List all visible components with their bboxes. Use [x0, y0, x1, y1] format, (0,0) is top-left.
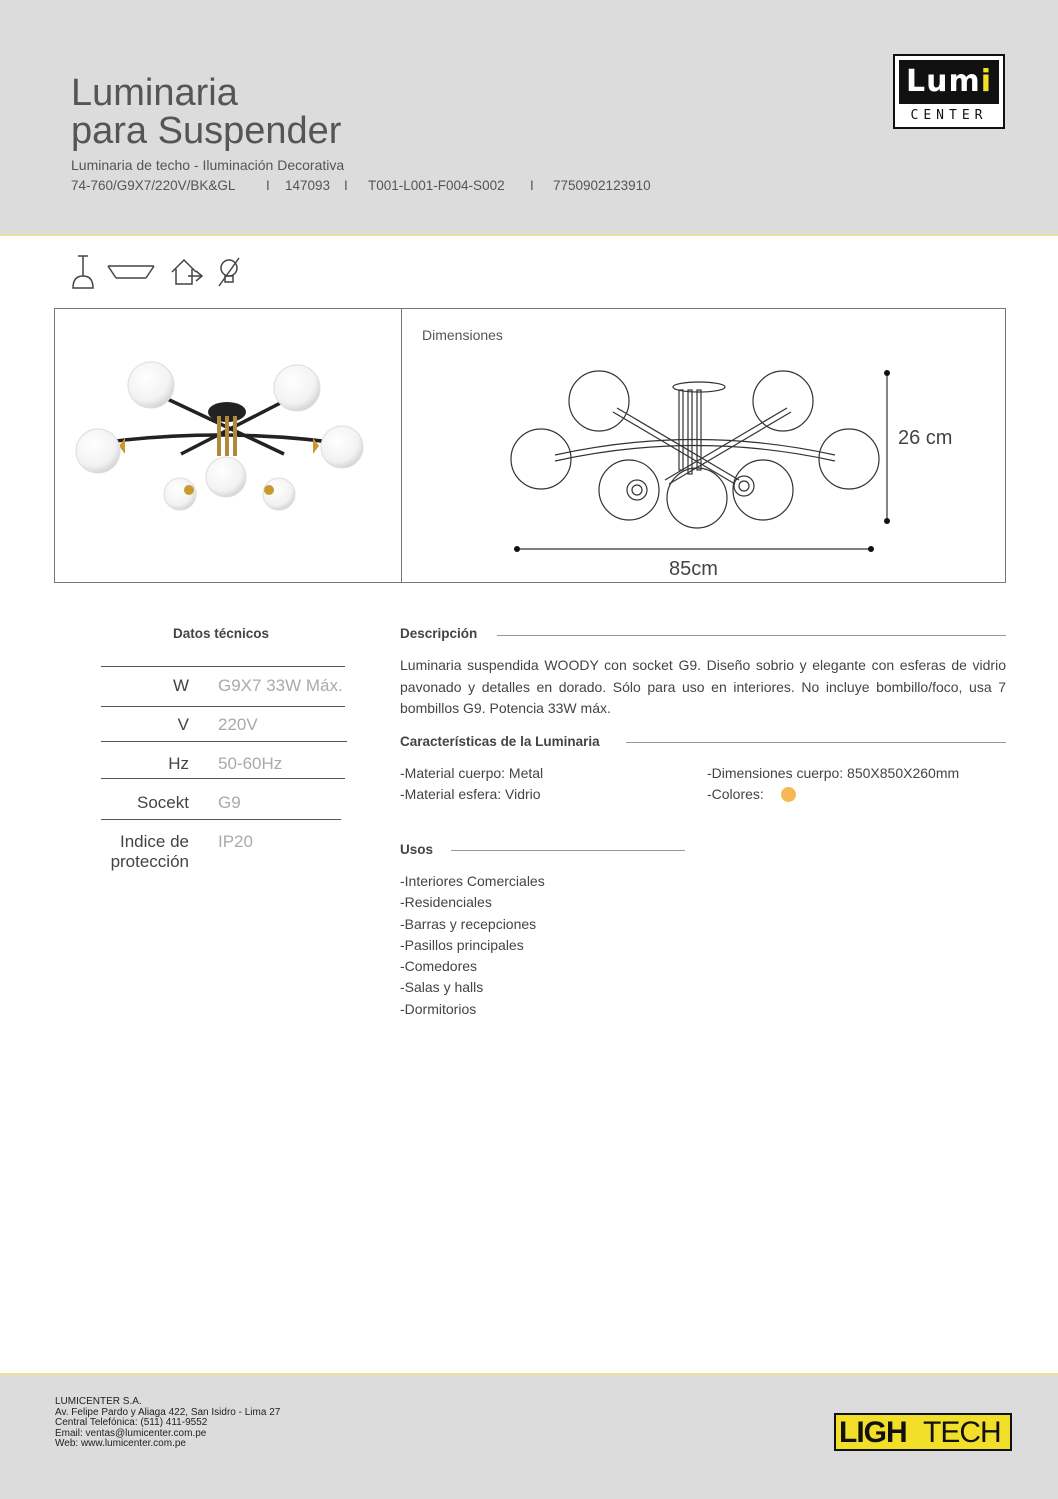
description-text: Luminaria suspendida WOODY con socket G9. Diseño sobrio y elegante con esferas de vidrio pavonado y detalles en dorado. Sólo para uso en interiores. No incluye bombillo/foco, usa 7 bombillos G9. Potencia 33W máx.: [400, 657, 1006, 716]
code-ref: T001-L001-F004-S002: [368, 178, 505, 193]
indoor-home-icon: [168, 254, 204, 290]
height-dimension-line: [880, 367, 894, 527]
description-title: Descripción: [400, 626, 478, 641]
list-item: -Barras y recepciones: [400, 915, 537, 932]
height-value: 26 cm: [898, 427, 953, 449]
code-separator: I: [530, 178, 534, 193]
lightech-logo-left: LIGH: [839, 1416, 907, 1449]
list-item: -Salas y halls: [400, 979, 484, 996]
spec-value: 50-60Hz: [218, 754, 283, 773]
pendant-lamp-icon: [70, 254, 96, 290]
spec-key: Socekt: [137, 793, 189, 812]
spec-divider: [101, 666, 345, 667]
width-value: 85cm: [669, 558, 718, 580]
company-info: [55, 1397, 280, 1450]
code-separator: I: [344, 178, 348, 193]
title-line-1: Luminaria: [71, 72, 238, 114]
spec-value: IP20: [218, 832, 253, 851]
feature-dimensions: -Dimensiones cuerpo: 850X850X260mm: [707, 765, 960, 781]
spec-divider: [101, 778, 345, 779]
uses-title: Usos: [400, 842, 434, 857]
list-item: -Interiores Comerciales: [400, 873, 545, 889]
width-dimension-line: [511, 542, 877, 556]
header: [0, 0, 1058, 236]
features-title: Características de la Luminaria: [400, 734, 600, 749]
uses-list: [400, 871, 545, 1020]
uses-title-rule: [451, 850, 685, 851]
spec-divider: [101, 819, 341, 820]
title-line-2: para Suspender: [71, 110, 342, 152]
tech-data-title: Datos técnicos: [173, 626, 270, 641]
feature-material-sphere: -Material esfera: Vidrio: [400, 786, 541, 802]
colors-label: -Colores:: [707, 786, 764, 802]
frame-divider: [401, 309, 402, 582]
spec-divider: [101, 706, 345, 707]
color-swatch: [781, 787, 796, 802]
spec-key: V: [177, 715, 189, 734]
spec-key: W: [172, 676, 189, 695]
list-item: -Pasillos principales: [400, 936, 524, 953]
feature-colors: [707, 786, 796, 802]
product-photo: [69, 354, 369, 524]
code-model: 74-760/G9X7/220V/BK&GL: [71, 178, 236, 193]
feature-material-body: -Material cuerpo: Metal: [400, 765, 544, 781]
code-separator: I: [266, 178, 270, 193]
lumicenter-logo: [893, 54, 1005, 129]
company-name: LUMICENTER S.A.: [55, 1396, 142, 1407]
features-title-rule: [626, 742, 1006, 743]
spec-value: 220V: [218, 715, 258, 734]
dimension-drawing: [505, 364, 885, 554]
code-id: 147093: [285, 178, 331, 193]
no-dimmable-icon: [216, 254, 242, 290]
company-phone: Central Telefónica: (511) 411-9552: [55, 1417, 208, 1429]
company-web: Web: www.lumicenter.com.pe: [55, 1438, 186, 1450]
company-email: Email: ventas@lumicenter.com.pe: [55, 1427, 207, 1439]
logo-sub: CENTER: [910, 108, 988, 123]
logo-main-text: Lum: [905, 64, 981, 99]
spec-value: G9X7 33W Máx.: [218, 676, 343, 695]
logo-main-accent: i: [980, 64, 993, 99]
footer: [0, 1373, 1058, 1499]
spec-divider: [101, 741, 347, 742]
list-item: -Comedores: [400, 958, 478, 975]
description-title-rule: [497, 635, 1006, 636]
logo-main: [899, 60, 999, 104]
dimensions-label: Dimensiones: [422, 327, 503, 343]
list-item: -Dormitorios: [400, 1000, 477, 1017]
lightech-logo: [834, 1413, 1012, 1451]
product-frame: [54, 308, 1006, 583]
list-item: -Residenciales: [400, 894, 492, 911]
page-subtitle: Luminaria de techo - Iluminación Decorativa: [71, 157, 345, 173]
page-title: [71, 74, 341, 150]
spec-key: Hz: [168, 754, 189, 773]
company-address: Av. Felipe Pardo y Aliaga 422, San Isidro - Lima 27: [55, 1406, 281, 1418]
spec-key: Indice de protección: [110, 832, 189, 871]
spec-value: G9: [218, 793, 241, 812]
lightech-logo-right: TECH: [923, 1416, 1001, 1449]
code-ean: 7750902123910: [553, 178, 651, 193]
ceiling-plate-icon: [106, 254, 156, 290]
